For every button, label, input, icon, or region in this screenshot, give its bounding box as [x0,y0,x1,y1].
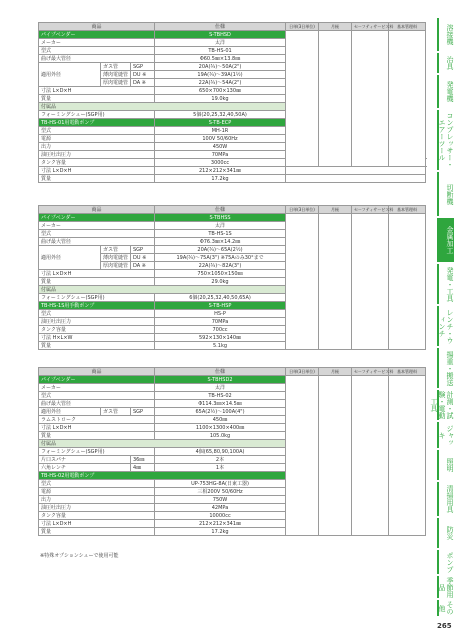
spec-label: 寸法 L×D×H [39,167,155,175]
pump-title: TB-HS-01用電動ポンプ [39,119,155,127]
product-code: S-TBHSD2 [155,376,286,384]
spec-label: 曲げ最大管径 [39,400,155,408]
spec-value: 22A(¾)〜54A(2") [155,79,286,87]
pipe-type: 薄肉電縫管 [101,71,131,79]
header-spec: 仕様 [155,368,286,376]
pipe-type: ガス管 [101,246,131,254]
spec-label: 適用外径 [39,63,101,87]
spec-label: 曲げ最大管径 [39,55,155,63]
spec-label: タンク容量 [39,326,155,334]
pipe-code: DA ※ [131,262,155,270]
spec-label: 質量 [39,175,155,183]
pipe-code: SGP [131,246,155,254]
sidebar-tab-tools[interactable]: 発電・工具 [437,264,454,304]
spec-label: メーカー [39,39,155,47]
pipe-code: DU ※ [131,254,155,262]
sidebar-tab-lifting[interactable]: 揚重・搬送 [437,348,454,388]
spec-value: 太洋 [155,39,286,47]
spec-value: 592×130×140㎜ [155,334,286,342]
spec-value: 4個(65,80,90,100A) [155,448,286,456]
accessory-title: 付属品 [39,440,286,448]
product-code: S-TBHSD [155,31,286,39]
spec-value: 三相200V 50/60Hz [155,488,286,496]
spec-value: TB-HS-1S [155,230,286,238]
header-monthly: 月極 [319,206,352,214]
spec-label: 電源 [39,135,155,143]
spec-value: 65A(2½)〜100A(4") [155,408,286,416]
tool-size: 36㎜ [131,456,155,464]
sidebar-tab-jig[interactable]: 治具 [437,53,454,73]
spec-label: 型式 [39,310,155,318]
pipe-type: ガス管 [101,63,131,71]
header-spec: 仕様 [155,23,286,31]
spec-value: MH-1R [155,127,286,135]
spec-value: 70MPa [155,318,286,326]
header-basic: 基本管理料 [389,206,426,214]
spec-value: 太洋 [155,222,286,230]
sidebar-tab-measure[interactable]: 計測・試験・電動工具 [430,391,454,419]
spec-value: 19A(¾)〜75A(3") ※75Aのみ30°まで [155,254,286,262]
spec-label: 質量 [39,528,155,536]
spec-value: 2本 [155,456,286,464]
sidebar-tab-jack[interactable]: ジャッキ [437,422,454,448]
footnote: ※特殊オプションシューで使用可能 [40,553,119,559]
section-title: パイプベンダー [39,214,155,222]
spec-value: TB-HS-02 [155,392,286,400]
spec-value: HS-P [155,310,286,318]
spec-table-1 [38,22,426,183]
spec-value: 105.0kg [155,432,286,440]
spec-value: 450W [155,143,286,151]
spec-value: 212×212×341㎜ [155,520,286,528]
header-product: 商品 [39,23,155,31]
header-basic: 基本管理料 [389,23,426,31]
spec-value: 22A(¾)〜82A(3") [155,262,286,270]
sidebar-tab-lighting[interactable]: 照明 [437,450,454,480]
spec-label: ラムストローク [39,416,155,424]
header-monthly: 月極 [319,23,352,31]
sidebar-tab-seasonal[interactable]: 季節用品 [438,576,454,598]
pipe-type: 厚肉電縫管 [101,262,131,270]
spec-value: 19.0kg [155,95,286,103]
spec-label: 質量 [39,432,155,440]
spec-value: 650×700×130㎜ [155,87,286,95]
spec-label: 出力 [39,143,155,151]
spec-label: 適用外径 [39,246,101,270]
header-safety: セーフティサービス料 [352,368,389,376]
spec-value: 3000cc [155,159,286,167]
spec-value: UP-753HG-8A(日東工器) [155,480,286,488]
spec-value: 700cc [155,326,286,334]
sidebar-tab-welding[interactable]: 溶接機 [437,18,454,51]
sidebar-tab-cutter[interactable]: 切断機 [437,172,454,216]
spec-label: 型式 [39,47,155,55]
spec-label: 片口スパナ [39,456,131,464]
spec-label: 寸法 L×D×H [39,424,155,432]
header-monthly: 月極 [319,368,352,376]
spec-value: 20A(¾)〜65A(2½) [155,246,286,254]
sidebar-tab-pump[interactable]: ポンプ [437,550,454,574]
spec-label: タンク容量 [39,512,155,520]
spec-label: 油圧吐出圧力 [39,504,155,512]
spec-label: 質量 [39,342,155,350]
pipe-code: SGP [131,408,155,416]
spec-value: 750×1050×150㎜ [155,270,286,278]
spec-value: 29.0kg [155,278,286,286]
header-daily: 日単(3日単位) [286,368,319,376]
spec-label: 曲げ最大管径 [39,238,155,246]
sidebar-tab-wrench[interactable]: レンチ・ウィンチ [437,306,454,346]
section-title: パイプベンダー [39,31,155,39]
sidebar-tab-metal[interactable]: 金属加工 [437,218,454,262]
spec-value: 450㎜ [155,416,286,424]
product-code: S-TBHSS [155,214,286,222]
accessory-title: 付属品 [39,103,286,111]
spec-label: フォーミングシュー(SGP用) [39,294,155,302]
spec-label: 油圧吐出圧力 [39,318,155,326]
pipe-type: 薄肉電縫管 [101,254,131,262]
header-daily: 日単(3日単位) [286,206,319,214]
pipe-type: 厚肉電縫管 [101,79,131,87]
spec-label: 質量 [39,278,155,286]
spec-label: 型式 [39,230,155,238]
spec-label: 六角レンチ [39,464,131,472]
sidebar-tab-generator[interactable]: 発電機 [437,75,454,108]
spec-value: Φ60.5㎜×13.8㎜ [155,55,286,63]
spec-table-2 [38,205,426,350]
header-daily: 日単(3日単位) [286,23,319,31]
sidebar-tab-cleaning[interactable]: 清掃用具 [437,482,454,516]
spec-value: 750W [155,496,286,504]
pump-code: S-TB-ECP [155,119,286,127]
section-title: パイプベンダー [39,376,155,384]
spec-label: フォーミングシュー(SGP用) [39,448,155,456]
header-safety: セーフティサービス料 [352,206,389,214]
spec-label: 寸法 H×L×W [39,334,155,342]
spec-value: TB-HS-01 [155,47,286,55]
header-basic: 基本管理料 [389,368,426,376]
spec-label: 油圧吐出圧力 [39,151,155,159]
page-number: 265 [437,622,452,630]
spec-table-3 [38,367,426,536]
pump-code: S-TB-HSP [155,302,286,310]
spec-value: 1100×1300×400㎜ [155,424,286,432]
tool-size: 4㎜ [131,464,155,472]
spec-value: 212×212×341㎜ [155,167,286,175]
spec-value: 5.1kg [155,342,286,350]
accessory-title: 付属品 [39,286,286,294]
spec-label: 出力 [39,496,155,504]
spec-label: 寸法 L×D×H [39,520,155,528]
spec-value: 42MPa [155,504,286,512]
spec-value: 5個(20,25,32,40,50A) [155,111,286,119]
header-product: 商品 [39,368,155,376]
pipe-type: ガス管 [101,408,131,416]
pipe-code: SGP [131,63,155,71]
spec-value: Φ114.3㎜×14.5㎜ [155,400,286,408]
header-safety: セーフティサービス料 [352,23,389,31]
spec-label: フォーミングシュー(SGP用) [39,111,155,119]
spec-label: タンク容量 [39,159,155,167]
spec-label: 型式 [39,392,155,400]
spec-value: 6個(20,25,32,40,50,65A) [155,294,286,302]
sidebar-tab-other[interactable]: その他 [438,601,454,615]
spec-label: 質量 [39,95,155,103]
spec-label: 型式 [39,127,155,135]
sidebar-tab-disaster[interactable]: 防災 [437,518,454,548]
spec-value: 1本 [155,464,286,472]
spec-label: 電源 [39,488,155,496]
spec-value: 70MPa [155,151,286,159]
sidebar-tab-compressor[interactable]: コンプレッサー・エアーツール [438,112,454,168]
header-spec: 仕様 [155,206,286,214]
spec-value: 太洋 [155,384,286,392]
spec-value: 17.2kg [155,528,286,536]
spec-value: 17.2kg [155,175,286,183]
header-product: 商品 [39,206,155,214]
spec-value: Φ76.3㎜×14.2㎜ [155,238,286,246]
spec-label: 適用外径 [39,408,101,416]
spec-value: 20A(¾)〜50A(2") [155,63,286,71]
spec-value: 19A(¾)〜39A(1½) [155,71,286,79]
spec-value: 100V 50/60Hz [155,135,286,143]
pump-title: TB-HS-02用電動ポンプ [39,472,286,480]
spec-label: 寸法 L×D×H [39,87,155,95]
spec-label: 型式 [39,480,155,488]
spec-value: 10000cc [155,512,286,520]
spec-label: メーカー [39,222,155,230]
pipe-code: DA ※ [131,79,155,87]
category-sidebar [430,18,455,618]
spec-label: メーカー [39,384,155,392]
pump-title: TB-HS-1S用手動ポンプ [39,302,155,310]
pipe-code: DU ※ [131,71,155,79]
spec-label: 寸法 L×D×H [39,270,155,278]
